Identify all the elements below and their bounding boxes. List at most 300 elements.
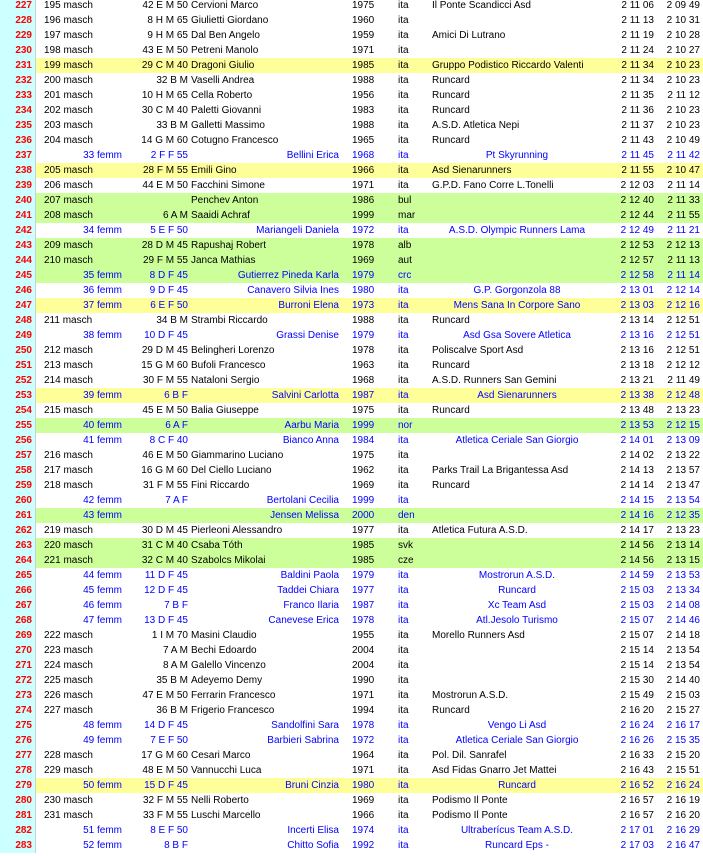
table-row — [0, 193, 703, 208]
birth-year-cell: 1964 — [352, 750, 375, 761]
gun-time-cell: 2 11 24 — [621, 45, 654, 56]
net-time-cell: 2 12 48 — [666, 390, 700, 401]
club-cell: Runcard — [432, 135, 470, 146]
position-cell: 255 — [0, 418, 36, 433]
birth-year-cell: 1973 — [352, 300, 375, 311]
gun-time-cell: 2 13 48 — [620, 405, 654, 416]
category-cell: 31 F M 55 — [142, 480, 188, 491]
runner-name-cell: Petreni Manolo — [191, 45, 259, 56]
club-cell: Pol. Dil. Sanrafel — [432, 750, 507, 761]
net-time-cell: 2 13 53 — [666, 570, 700, 581]
category-cell: 33 F M 55 — [142, 810, 188, 821]
birth-year-cell: 1969 — [352, 480, 375, 491]
runner-name-cell: Ferrarin Francesco — [191, 690, 276, 701]
category-cell: 34 B M — [156, 315, 188, 326]
table-row — [0, 13, 703, 28]
nationality-cell: ita — [398, 735, 409, 746]
birth-year-cell: 1980 — [352, 780, 375, 791]
birth-year-cell: 1977 — [352, 585, 375, 596]
bib-cell: 202 masch — [44, 105, 93, 116]
runner-name-cell: Facchini Simone — [191, 180, 265, 191]
table-row — [0, 283, 703, 298]
birth-year-cell: 1999 — [352, 210, 375, 221]
nationality-cell: ita — [398, 90, 409, 101]
net-time-cell: 2 16 29 — [666, 825, 700, 836]
table-row — [0, 178, 703, 193]
category-cell: 8 E F 50 — [150, 825, 188, 836]
category-cell: 28 F M 55 — [142, 165, 188, 176]
runner-name-cell: Dal Ben Angelo — [191, 30, 260, 41]
net-time-cell: 2 16 20 — [666, 810, 700, 821]
net-time-cell: 2 10 23 — [666, 75, 700, 86]
category-cell: 5 E F 50 — [150, 225, 188, 236]
table-row — [0, 568, 703, 583]
category-cell: 32 F M 55 — [142, 795, 188, 806]
category-cell: 45 E M 50 — [142, 405, 188, 416]
nationality-cell: ita — [398, 150, 409, 161]
category-cell: 1 I M 70 — [151, 630, 188, 641]
bib-cell: 200 masch — [44, 75, 93, 86]
gun-time-cell: 2 14 59 — [620, 570, 654, 581]
nationality-cell: ita — [398, 480, 409, 491]
birth-year-cell: 1999 — [352, 495, 375, 506]
gun-time-cell: 2 14 56 — [620, 540, 654, 551]
runner-name-cell: Szabolcs Mikolai — [191, 555, 266, 566]
net-time-cell: 2 16 17 — [666, 720, 700, 731]
net-time-cell: 2 16 19 — [666, 795, 700, 806]
bib-cell: 36 femm — [83, 285, 122, 296]
gun-time-cell: 2 13 01 — [620, 285, 654, 296]
gun-time-cell: 2 11 45 — [621, 150, 654, 161]
runner-name-cell: Fini Riccardo — [191, 480, 250, 491]
bib-cell: 196 masch — [44, 15, 93, 26]
runner-name-cell: Belingheri Lorenzo — [191, 345, 275, 356]
birth-year-cell: 1978 — [352, 615, 375, 626]
position-cell: 271 — [0, 658, 36, 673]
position-cell: 245 — [0, 268, 36, 283]
club-cell: Il Ponte Scandicci Asd — [432, 0, 531, 11]
birth-year-cell: 1971 — [352, 765, 375, 776]
gun-time-cell: 2 14 16 — [620, 510, 654, 521]
position-cell: 275 — [0, 718, 36, 733]
table-row — [0, 43, 703, 58]
category-cell: 14 G M 60 — [141, 135, 188, 146]
table-row — [0, 763, 703, 778]
club-cell: G.P.D. Fano Corre L.Tonelli — [432, 180, 554, 191]
runner-name-cell: Canavero Silvia Ines — [247, 285, 339, 296]
table-row — [0, 73, 703, 88]
category-cell: 2 F F 55 — [150, 150, 188, 161]
birth-year-cell: 1979 — [352, 330, 375, 341]
position-cell: 257 — [0, 448, 36, 463]
nationality-cell: ita — [398, 375, 409, 386]
position-cell: 231 — [0, 58, 36, 73]
nationality-cell: ita — [398, 840, 409, 851]
club-cell: Morello Runners Asd — [432, 630, 525, 641]
table-row — [0, 778, 703, 793]
birth-year-cell: 1978 — [352, 345, 375, 356]
position-cell: 259 — [0, 478, 36, 493]
birth-year-cell: 1980 — [352, 285, 375, 296]
bib-cell: 229 masch — [44, 765, 93, 776]
table-row — [0, 388, 703, 403]
runner-name-cell: Cesari Marco — [191, 750, 251, 761]
bib-cell: 204 masch — [44, 135, 93, 146]
position-cell: 272 — [0, 673, 36, 688]
runner-name-cell: Sandolfini Sara — [271, 720, 339, 731]
runner-name-cell: Giammarino Luciano — [191, 450, 284, 461]
gun-time-cell: 2 12 58 — [620, 270, 654, 281]
table-row — [0, 163, 703, 178]
nationality-cell: nor — [398, 420, 413, 431]
net-time-cell: 2 11 21 — [667, 225, 700, 236]
gun-time-cell: 2 14 01 — [620, 435, 654, 446]
nationality-cell: aut — [398, 255, 412, 266]
bib-cell: 217 masch — [44, 465, 93, 476]
runner-name-cell: Baldini Paola — [280, 570, 339, 581]
table-row — [0, 358, 703, 373]
net-time-cell: 2 13 23 — [666, 405, 700, 416]
gun-time-cell: 2 12 03 — [620, 180, 654, 191]
club-cell: Pt Skyrunning — [485, 150, 549, 161]
category-cell: 28 D M 45 — [141, 240, 188, 251]
bib-cell: 228 masch — [44, 750, 93, 761]
runner-name-cell: Adeyemo Demy — [191, 675, 263, 686]
bib-cell: 222 masch — [44, 630, 93, 641]
runner-name-cell: Janca Mathias — [191, 255, 256, 266]
category-cell: 29 D M 45 — [141, 345, 188, 356]
gun-time-cell: 2 12 49 — [620, 225, 654, 236]
runner-name-cell: Masini Claudio — [191, 630, 257, 641]
table-row — [0, 613, 703, 628]
category-cell: 42 E M 50 — [142, 0, 188, 11]
net-time-cell: 2 11 42 — [667, 150, 700, 161]
bib-cell: 209 masch — [44, 240, 93, 251]
position-cell: 236 — [0, 133, 36, 148]
club-cell: Mostrorun A.S.D. — [432, 690, 509, 701]
net-time-cell: 2 14 18 — [666, 630, 700, 641]
nationality-cell: ita — [398, 750, 409, 761]
nationality-cell: ita — [398, 120, 409, 131]
gun-time-cell: 2 11 55 — [621, 165, 654, 176]
net-time-cell: 2 13 54 — [666, 660, 700, 671]
bib-cell: 220 masch — [44, 540, 93, 551]
gun-time-cell: 2 16 43 — [620, 765, 654, 776]
runner-name-cell: Chitto Sofia — [287, 840, 339, 851]
table-row — [0, 463, 703, 478]
bib-cell: 199 masch — [44, 60, 93, 71]
category-cell: 44 E M 50 — [142, 180, 188, 191]
position-cell: 279 — [0, 778, 36, 793]
net-time-cell: 2 11 13 — [667, 255, 700, 266]
club-cell: Runcard — [498, 780, 536, 791]
gun-time-cell: 2 13 03 — [620, 300, 654, 311]
net-time-cell: 2 15 20 — [666, 750, 700, 761]
category-cell: 30 D M 45 — [141, 525, 188, 536]
net-time-cell: 2 13 14 — [666, 540, 700, 551]
bib-cell: 231 masch — [44, 810, 93, 821]
nationality-cell: ita — [398, 405, 409, 416]
net-time-cell: 2 10 23 — [666, 120, 700, 131]
table-row — [0, 253, 703, 268]
net-time-cell: 2 12 51 — [666, 330, 700, 341]
birth-year-cell: 2000 — [352, 510, 375, 521]
bib-cell: 205 masch — [44, 165, 93, 176]
runner-name-cell: Luschi Marcello — [191, 810, 261, 821]
net-time-cell: 2 12 14 — [666, 285, 700, 296]
net-time-cell: 2 11 14 — [667, 270, 700, 281]
nationality-cell: alb — [398, 240, 412, 251]
category-cell: 7 A M — [162, 645, 188, 656]
gun-time-cell: 2 11 19 — [621, 30, 654, 41]
net-time-cell: 2 14 46 — [666, 615, 700, 626]
nationality-cell: mar — [398, 210, 416, 221]
gun-time-cell: 2 16 24 — [620, 720, 654, 731]
club-cell: Poliscalve Sport Asd — [432, 345, 524, 356]
nationality-cell: ita — [398, 675, 409, 686]
bib-cell: 203 masch — [44, 120, 93, 131]
birth-year-cell: 1986 — [352, 195, 375, 206]
gun-time-cell: 2 12 40 — [620, 195, 654, 206]
bib-cell: 39 femm — [83, 390, 122, 401]
birth-year-cell: 1988 — [352, 75, 375, 86]
table-row — [0, 298, 703, 313]
net-time-cell: 2 12 51 — [666, 345, 700, 356]
gun-time-cell: 2 15 30 — [620, 675, 654, 686]
category-cell: 35 B M — [156, 675, 188, 686]
table-row — [0, 268, 703, 283]
birth-year-cell: 1987 — [352, 390, 375, 401]
position-cell: 248 — [0, 313, 36, 328]
bib-cell: 224 masch — [44, 660, 93, 671]
birth-year-cell: 1968 — [352, 375, 375, 386]
birth-year-cell: 1971 — [352, 45, 375, 56]
birth-year-cell: 1992 — [352, 840, 375, 851]
category-cell: 15 G M 60 — [141, 360, 188, 371]
net-time-cell: 2 13 15 — [666, 555, 700, 566]
net-time-cell: 2 10 28 — [666, 30, 700, 41]
nationality-cell: ita — [398, 345, 409, 356]
bib-cell: 43 femm — [83, 510, 122, 521]
birth-year-cell: 1979 — [352, 570, 375, 581]
birth-year-cell: 1968 — [352, 150, 375, 161]
gun-time-cell: 2 15 07 — [620, 615, 654, 626]
nationality-cell: ita — [398, 0, 409, 11]
runner-name-cell: Bertolani Cecilia — [266, 495, 339, 506]
bib-cell: 230 masch — [44, 795, 93, 806]
nationality-cell: ita — [398, 15, 409, 26]
nationality-cell: bul — [398, 195, 412, 206]
bib-cell: 38 femm — [83, 330, 122, 341]
runner-name-cell: Cella Roberto — [191, 90, 253, 101]
runner-name-cell: Emili Gino — [191, 165, 237, 176]
runner-name-cell: Grassi Denise — [276, 330, 339, 341]
table-row — [0, 238, 703, 253]
net-time-cell: 2 10 31 — [666, 15, 700, 26]
net-time-cell: 2 11 12 — [667, 90, 700, 101]
club-cell: Xc Team Asd — [487, 600, 547, 611]
nationality-cell: ita — [398, 765, 409, 776]
nationality-cell: ita — [398, 495, 409, 506]
gun-time-cell: 2 15 03 — [620, 600, 654, 611]
position-cell: 239 — [0, 178, 36, 193]
birth-year-cell: 1985 — [352, 60, 375, 71]
table-row — [0, 133, 703, 148]
position-cell: 283 — [0, 838, 36, 853]
position-cell: 251 — [0, 358, 36, 373]
runner-name-cell: Vannucchi Luca — [191, 765, 262, 776]
nationality-cell: ita — [398, 165, 409, 176]
position-cell: 258 — [0, 463, 36, 478]
nationality-cell: cze — [398, 555, 414, 566]
club-cell: Asd Gsa Sovere Atletica — [463, 330, 571, 341]
nationality-cell: ita — [398, 360, 409, 371]
position-cell: 247 — [0, 298, 36, 313]
position-cell: 240 — [0, 193, 36, 208]
position-cell: 280 — [0, 793, 36, 808]
club-cell: Runcard — [432, 405, 470, 416]
position-cell: 232 — [0, 73, 36, 88]
birth-year-cell: 1985 — [352, 555, 375, 566]
position-cell: 228 — [0, 13, 36, 28]
table-row — [0, 673, 703, 688]
table-row — [0, 148, 703, 163]
net-time-cell: 2 13 57 — [666, 465, 700, 476]
gun-time-cell: 2 16 20 — [620, 705, 654, 716]
club-cell: Vengo Li Asd — [487, 720, 547, 731]
runner-name-cell: Cervioni Marco — [191, 0, 259, 11]
nationality-cell: ita — [398, 825, 409, 836]
gun-time-cell: 2 11 06 — [621, 0, 654, 11]
gun-time-cell: 2 15 07 — [620, 630, 654, 641]
category-cell: 8 C F 40 — [149, 435, 188, 446]
runner-name-cell: Paletti Giovanni — [191, 105, 262, 116]
category-cell: 6 B F — [164, 390, 188, 401]
runner-name-cell: Bechi Edoardo — [191, 645, 257, 656]
gun-time-cell: 2 11 13 — [621, 15, 654, 26]
category-cell: 8 H M 65 — [147, 15, 188, 26]
position-cell: 266 — [0, 583, 36, 598]
birth-year-cell: 1972 — [352, 735, 375, 746]
category-cell: 8 A M — [162, 660, 188, 671]
table-row — [0, 658, 703, 673]
gun-time-cell: 2 11 34 — [621, 75, 654, 86]
birth-year-cell: 1977 — [352, 525, 375, 536]
category-cell: 17 G M 60 — [141, 750, 188, 761]
position-cell: 233 — [0, 88, 36, 103]
runner-name-cell: Bianco Anna — [282, 435, 339, 446]
birth-year-cell: 1966 — [352, 810, 375, 821]
birth-year-cell: 1984 — [352, 435, 375, 446]
club-cell: Runcard — [432, 480, 470, 491]
table-row — [0, 823, 703, 838]
bib-cell: 44 femm — [83, 570, 122, 581]
nationality-cell: ita — [398, 615, 409, 626]
net-time-cell: 2 12 13 — [666, 240, 700, 251]
position-cell: 263 — [0, 538, 36, 553]
nationality-cell: ita — [398, 795, 409, 806]
position-cell: 270 — [0, 643, 36, 658]
bib-cell: 35 femm — [83, 270, 122, 281]
table-row — [0, 523, 703, 538]
category-cell: 6 E F 50 — [150, 300, 188, 311]
nationality-cell: ita — [398, 780, 409, 791]
birth-year-cell: 1975 — [352, 450, 375, 461]
gun-time-cell: 2 16 26 — [620, 735, 654, 746]
bib-cell: 42 femm — [83, 495, 122, 506]
position-cell: 238 — [0, 163, 36, 178]
nationality-cell: ita — [398, 300, 409, 311]
club-cell: Asd Sienarunners — [477, 390, 557, 401]
runner-name-cell: Dragoni Giulio — [191, 60, 255, 71]
table-row — [0, 118, 703, 133]
club-cell: Podismo Il Ponte — [432, 810, 508, 821]
club-cell: A.S.D. Atletica Nepi — [432, 120, 520, 131]
runner-name-cell: Franco Ilaria — [283, 600, 339, 611]
net-time-cell: 2 13 23 — [666, 525, 700, 536]
gun-time-cell: 2 14 02 — [620, 450, 654, 461]
net-time-cell: 2 15 27 — [666, 705, 700, 716]
net-time-cell: 2 12 15 — [666, 420, 700, 431]
gun-time-cell: 2 14 15 — [620, 495, 654, 506]
club-cell: Podismo Il Ponte — [432, 795, 508, 806]
runner-name-cell: Pierleoni Alessandro — [191, 525, 283, 536]
birth-year-cell: 1959 — [352, 30, 375, 41]
category-cell: 32 B M — [156, 75, 188, 86]
bib-cell: 198 masch — [44, 45, 93, 56]
nationality-cell: ita — [398, 660, 409, 671]
table-row — [0, 58, 703, 73]
position-cell: 282 — [0, 823, 36, 838]
position-cell: 277 — [0, 748, 36, 763]
table-row — [0, 103, 703, 118]
nationality-cell: ita — [398, 285, 409, 296]
net-time-cell: 2 12 16 — [666, 300, 700, 311]
table-row — [0, 508, 703, 523]
position-cell: 246 — [0, 283, 36, 298]
nationality-cell: ita — [398, 435, 409, 446]
birth-year-cell: 1955 — [352, 630, 375, 641]
club-cell: Atletica Ceriale San Giorgio — [455, 435, 579, 446]
category-cell: 33 B M — [156, 120, 188, 131]
club-cell: Atl.Jesolo Turismo — [476, 615, 558, 626]
birth-year-cell: 1956 — [352, 90, 375, 101]
position-cell: 229 — [0, 28, 36, 43]
runner-name-cell: Canevese Erica — [268, 615, 339, 626]
bib-cell: 221 masch — [44, 555, 93, 566]
gun-time-cell: 2 16 52 — [620, 780, 654, 791]
net-time-cell: 2 11 33 — [667, 195, 700, 206]
bib-cell: 197 masch — [44, 30, 93, 41]
bib-cell: 213 masch — [44, 360, 93, 371]
club-cell: Asd Sienarunners — [432, 165, 512, 176]
table-row — [0, 403, 703, 418]
gun-time-cell: 2 15 14 — [620, 660, 654, 671]
net-time-cell: 2 11 55 — [667, 210, 700, 221]
category-cell: 14 D F 45 — [144, 720, 188, 731]
table-row — [0, 838, 703, 853]
nationality-cell: ita — [398, 105, 409, 116]
runner-name-cell: Del Ciello Luciano — [191, 465, 272, 476]
gun-time-cell: 2 14 56 — [620, 555, 654, 566]
runner-name-cell: Nelli Roberto — [191, 795, 249, 806]
category-cell: 7 E F 50 — [150, 735, 188, 746]
club-cell: Ultraberícus Team A.S.D. — [460, 825, 574, 836]
birth-year-cell: 1969 — [352, 795, 375, 806]
nationality-cell: svk — [398, 540, 413, 551]
club-cell: G.P. Gorgonzola 88 — [473, 285, 561, 296]
runner-name-cell: Galletti Massimo — [191, 120, 265, 131]
